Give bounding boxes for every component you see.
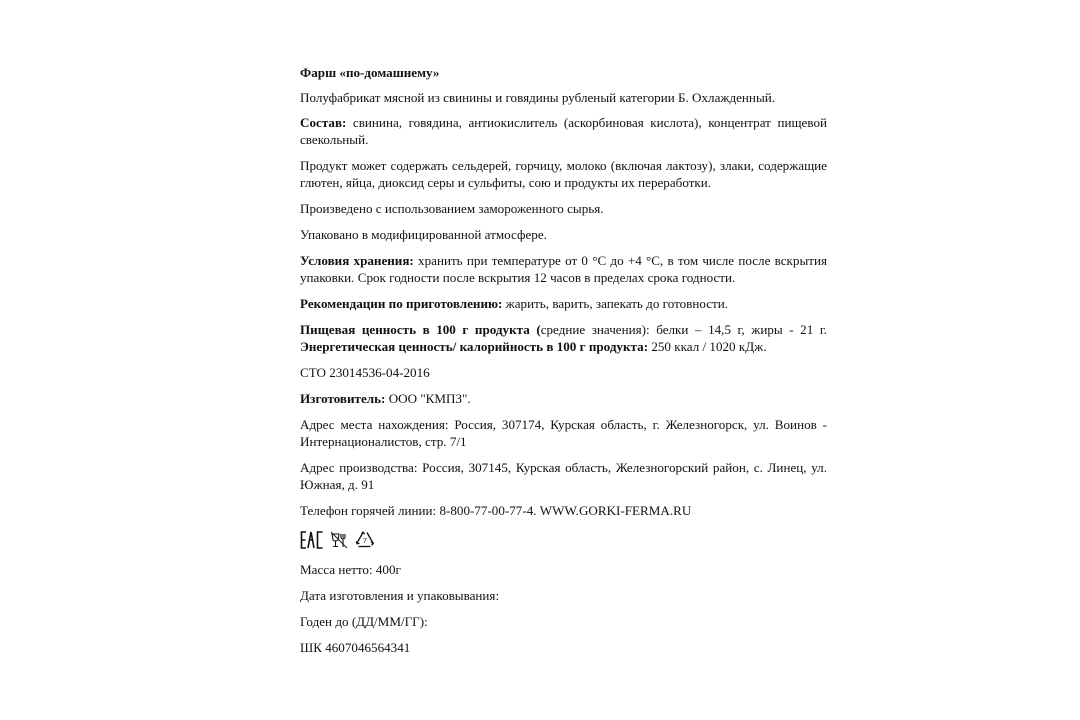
nutrition-label: Пищевая ценность в 100 г продукта ( xyxy=(300,322,541,337)
composition xyxy=(300,114,827,148)
composition-label: Состав: xyxy=(300,115,347,130)
recycling-code: 7 xyxy=(363,538,367,545)
recycling-icon xyxy=(354,530,376,550)
standard-code: СТО 23014536-04-2016 xyxy=(300,365,430,380)
energy-text: 250 ккал / 1020 кДж. xyxy=(648,339,767,354)
allergen-info: Продукт может содержать сельдерей, горчицу, молоко (включая лактозу), злаки, содержащие глютен, яйца, диоксид серы и сульфиты, сою и продукты их переработки. xyxy=(300,158,827,190)
address-location: Адрес места нахождения: Россия, 307174, Курская область, г. Железногорск, ул. Воинов - Интернационалистов, стр. 7/1 xyxy=(300,417,827,449)
recommendations-label: Рекомендации по приготовлению: xyxy=(300,296,503,311)
cooking-recommendations xyxy=(300,295,827,312)
net-mass: Масса нетто: 400г xyxy=(300,562,401,577)
hotline-contact: Телефон горячей линии: 8-800-77-00-77-4. WWW.GORKI-FERMA.RU xyxy=(300,503,692,518)
packaging-note: Упаковано в модифицированной атмосфере. xyxy=(300,227,547,242)
certification-icons xyxy=(300,529,827,551)
expiry-date: Годен до (ДД/ММ/ГГ): xyxy=(300,614,428,629)
frozen-raw-note: Произведено с использованием замороженного сырья. xyxy=(300,201,604,216)
nutrition-text: средние значения): белки – 14,5 г, жиры - 21 г. xyxy=(540,322,827,337)
energy-facts xyxy=(300,338,827,355)
nutrition-facts xyxy=(300,321,827,338)
barcode-number: ШК 4607046564341 xyxy=(300,640,411,655)
manufacturer xyxy=(300,390,827,407)
address-production: Адрес производства: Россия, 307145, Курская область, Железногорский район, с. Линец, ул. Южная, д. 91 xyxy=(300,460,827,492)
product-label-document xyxy=(300,64,827,656)
energy-label: Энергетическая ценность/ калорийность в 100 г продукта: xyxy=(300,339,649,354)
food-contact-icon xyxy=(330,531,348,549)
product-title: Фарш «по-домашнему» xyxy=(300,65,440,80)
production-date: Дата изготовления и упаковывания: xyxy=(300,588,500,603)
product-description: Полуфабрикат мясной из свинины и говядины рубленый категории Б. Охлажденный. xyxy=(300,90,776,105)
storage-text: хранить при температуре от 0 °С до +4 °С, в том числе после вскрытия упаковки. Срок годности после вскрытия 12 часов в пределах срока годности. xyxy=(300,253,828,285)
composition-text: свинина, говядина, антиокислитель (аскорбиновая кислота), концентрат пищевой свекольный. xyxy=(300,115,827,147)
storage-label: Условия хранения: xyxy=(300,253,414,268)
storage-conditions xyxy=(300,252,827,286)
eac-mark-icon xyxy=(300,530,324,550)
recommendations-text: жарить, варить, запекать до готовности. xyxy=(502,296,729,311)
manufacturer-label: Изготовитель: xyxy=(300,391,386,406)
manufacturer-text: ООО "КМПЗ". xyxy=(385,391,471,406)
